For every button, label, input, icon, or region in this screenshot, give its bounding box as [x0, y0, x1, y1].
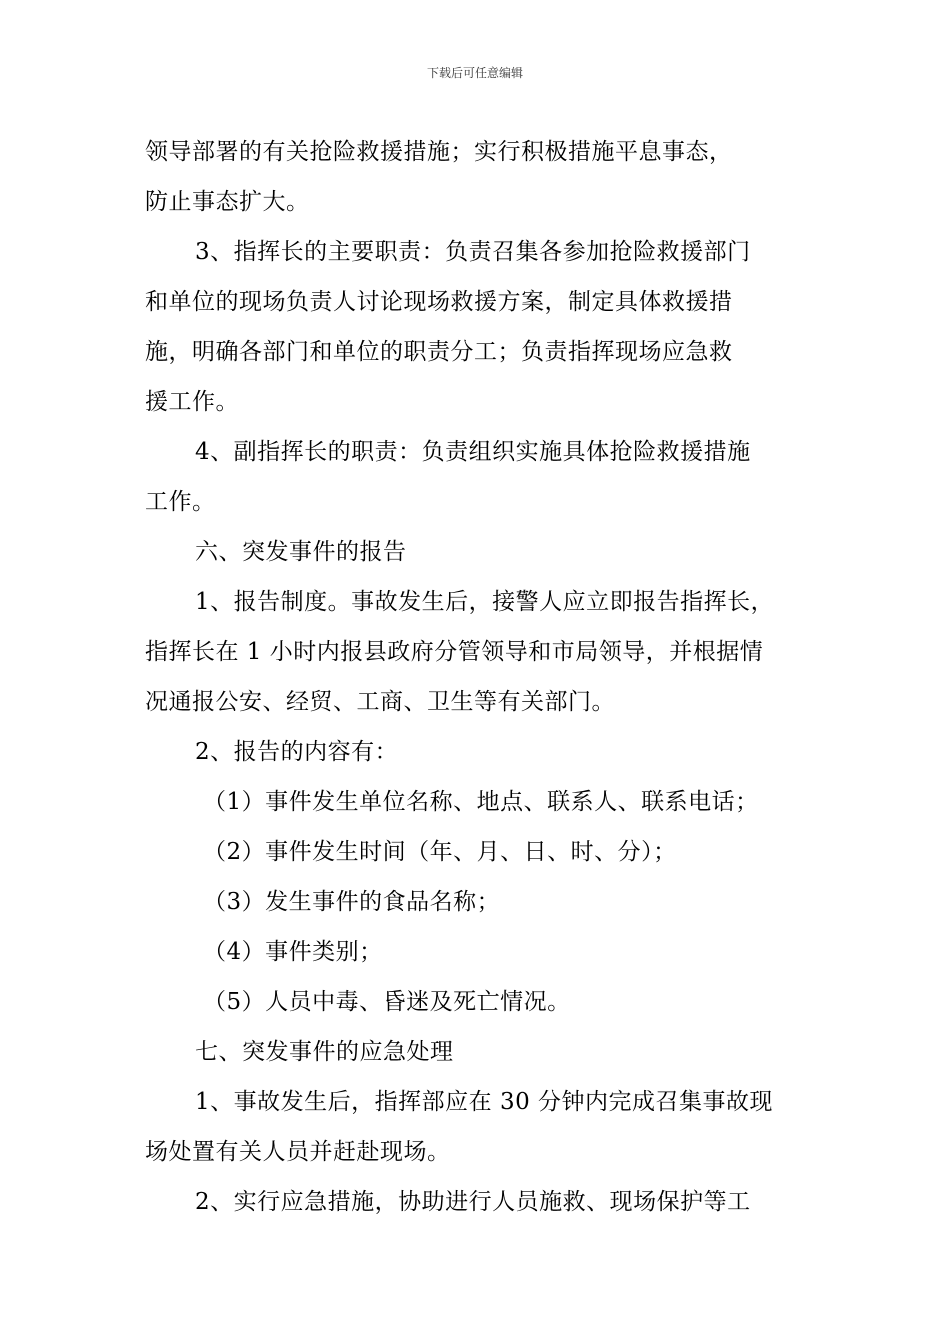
paragraph-item-2: 2、实行应急措施，协助进行人员施救、现场保护等工	[195, 1189, 751, 1215]
paragraph-item-1: 1、事故发生后，指挥部应在 30 分钟内完成召集事故现	[195, 1089, 774, 1115]
list-item: （3）发生事件的食品名称；	[203, 889, 501, 915]
text-line: 工作。	[145, 489, 216, 515]
page-header-note: 下载后可任意编辑	[426, 66, 523, 80]
text-line: 施，明确各部门和单位的职责分工；负责指挥现场应急救	[145, 339, 733, 365]
paragraph-item-4: 4、副指挥长的职责：负责组织实施具体抢险救援措施	[195, 439, 751, 465]
list-item: （5）人员中毒、昏迷及死亡情况。	[203, 989, 571, 1015]
text-line: 和单位的现场负责人讨论现场救援方案，制定具体救援措	[145, 289, 733, 315]
list-item: （2）事件发生时间（年、月、日、时、分）；	[203, 839, 677, 865]
list-item: （1）事件发生单位名称、地点、联系人、联系电话；	[203, 789, 759, 815]
document-body	[145, 127, 815, 1227]
paragraph-item-3: 3、指挥长的主要职责：负责召集各参加抢险救援部门	[195, 239, 751, 265]
text-line: 场处置有关人员并赶赴现场。	[145, 1139, 451, 1165]
text-line: 况通报公安、经贸、工商、卫生等有关部门。	[145, 689, 615, 715]
text-line: 指挥长在 1 小时内报县政府分管领导和市局领导，并根据情	[145, 639, 764, 665]
list-item: （4）事件类别；	[203, 939, 383, 965]
text-line: 防止事态扩大。	[145, 189, 310, 215]
text-line: 领导部署的有关抢险救援措施；实行积极措施平息事态，	[145, 139, 733, 165]
section-heading-6: 六、突发事件的报告	[195, 539, 407, 565]
paragraph-item-1: 1、报告制度。事故发生后，接警人应立即报告指挥长，	[195, 589, 775, 615]
section-heading-7: 七、突发事件的应急处理	[195, 1039, 454, 1065]
paragraph-item-2: 2、报告的内容有：	[195, 739, 399, 765]
text-line: 援工作。	[145, 389, 239, 415]
